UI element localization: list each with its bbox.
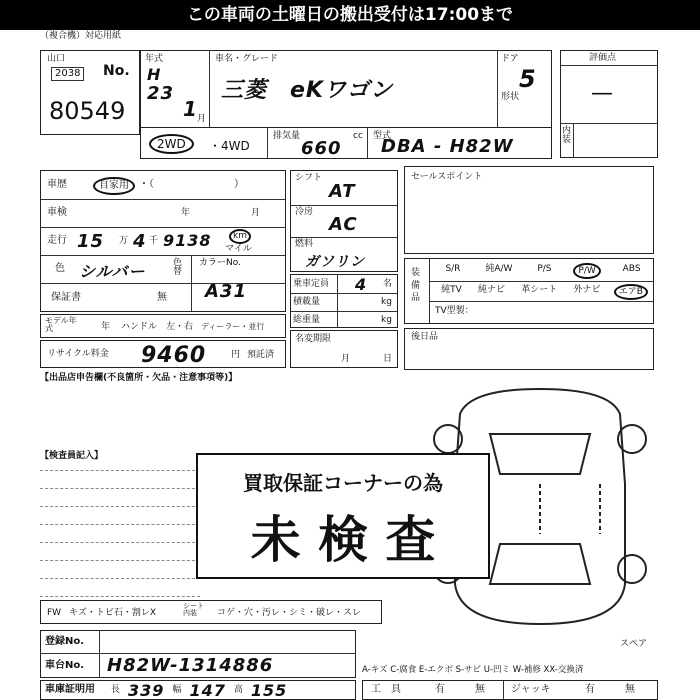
specs-box [290,170,398,272]
load-label: 積載量 [293,297,321,307]
equipment-box [404,258,654,324]
top-banner [0,0,700,30]
lot-number: 80549 [49,97,126,125]
capacity-value: 4 [355,275,368,294]
drive-row [140,127,552,159]
lot-code: 2038 [51,67,84,81]
ac-value: AC [329,214,358,235]
lot-box [40,50,140,135]
dim-value: 147 [189,680,226,700]
equipment-item: S/R [445,264,461,274]
banner-text: この車両の土曜日の搬出受付は17:00まで [186,5,514,25]
mile-unit: マイル [225,244,252,254]
shift-value: AT [329,181,356,202]
warranty-value: 無 [157,292,167,303]
color-label: 色 [55,263,65,274]
name-change-box [290,330,398,368]
vehicle-name: 三菱 eKワゴン [221,78,393,103]
mileage-label: 走行 [47,235,67,246]
recycle-deposit: 預託済 [247,350,275,360]
equipment-item: 外ナビ [573,285,601,295]
fw-label: FW [47,608,62,618]
tools-yes: 有 [435,684,445,695]
dim-value: 339 [128,680,165,700]
name-change-month: 月 [341,354,351,364]
model-row [40,314,286,338]
recycle-unit: 円 [231,350,241,360]
equipment-label: 装備品 [411,268,421,304]
dim-label: 長 [111,684,121,695]
history-box [40,170,286,312]
color-no-label: カラーNo. [199,258,241,268]
inspector-label: 【検査員記入】 [40,451,104,461]
dim-value: 155 [250,680,288,700]
back-entry-box [404,328,654,370]
chassis-value: H82W-1314886 [107,655,274,676]
model-year-label: モデル年式 [45,316,77,333]
spare-label: スペア [620,639,648,649]
doors-label: ドア [501,54,519,64]
capacity-label: 乗車定員 [293,279,330,289]
drive-2wd: 2WD [149,134,194,154]
seat-text: コゲ・穴・汚レ・シミ・破レ・スレ [217,608,362,618]
tools-label: 工 具 [371,684,401,695]
shape-label: 形状 [501,92,520,102]
gross-unit: kg [381,315,392,325]
lot-prefix: 山口 [47,54,66,64]
cc-unit: cc [353,131,363,141]
color-value: シルバー [79,262,146,281]
displacement-label: 排気量 [273,131,301,141]
inspection-year-unit: 年 [181,208,191,218]
interior-label: 内装 [562,126,572,145]
inspection-month-unit: 月 [251,208,261,218]
year-label: 年式 [145,54,164,64]
doors-value: 5 [519,65,537,93]
displacement-value: 660 [301,138,342,159]
inspection-stamp [196,453,490,579]
cert-dims [111,681,351,699]
reg-no-label: 登録No. [45,636,85,647]
history-value: 自家用 [93,177,135,195]
defects-row [40,600,382,624]
registration-box [40,630,356,678]
dim-label: 高 [233,684,243,695]
equipment-row-1 [433,263,653,279]
month-value: 1 [183,97,198,121]
gross-label: 総重量 [293,315,321,325]
era-value: H [147,65,162,84]
jack-yes: 有 [585,684,595,695]
recycle-label: リサイクル料金 [47,349,109,359]
dealer-field: ディーラー・並行 [201,322,265,331]
fuel-label: 燃料 [295,239,314,249]
tools-no: 無 [475,684,485,695]
capacity-unit: 名 [383,279,393,289]
fuel-value: ガソリン [305,254,365,270]
sales-point-box [404,166,654,254]
load-unit: kg [381,297,392,307]
equipment-item: ABS [622,264,641,274]
model-year-unit: 年 [101,322,111,332]
stamp-main-text: 未 検 査 [250,511,436,569]
equipment-item: 純TV [441,285,462,295]
name-change-day: 日 [383,354,393,364]
model-label: 型式 [373,131,392,141]
seat-label: シート内装 [183,602,204,617]
sen-unit: 千 [149,236,159,246]
handle-field: ハンドル 左・右 [121,322,194,332]
grade-label: 評価点 [589,53,617,63]
equipment-item: P/S [537,264,552,274]
month-unit: 月 [197,114,207,124]
recycle-value: 9460 [141,343,207,368]
name-label: 車名・グレード [215,54,279,64]
equipment-item: エアB [614,284,648,300]
mileage-sen: 4 [133,231,147,252]
equipment-item: 革シート [521,285,558,295]
tv-model-label: TV型製： [435,306,474,316]
equipment-item: 純ナビ [477,285,505,295]
tools-row [362,680,658,700]
cert-label: 車庫証明用 [45,684,95,695]
km-unit: km [229,229,251,244]
color-no-value: A31 [205,281,247,302]
mileage-man: 15 [77,231,105,252]
vehicle-box [140,50,552,128]
inspection-label: 車検 [47,207,67,218]
jack-label: ジャッキ [511,684,551,695]
grade-value: — [591,81,613,106]
history-rest: ・（ ） [139,179,244,190]
year-value: 23 [147,83,175,104]
mileage-extra: 9138 [163,231,212,250]
dim-label: 幅 [172,684,182,695]
equipment-item: 純A/W [485,264,513,274]
header-note: （複合機）対応用紙 [40,31,122,41]
warranty-label: 保証書 [51,292,81,303]
ac-label: 冷房 [295,207,314,217]
recycle-row [40,340,286,368]
history-label: 車歴 [47,179,67,190]
name-change-label: 名変期限 [295,334,332,344]
defect-legend: A-キズ C-腐食 E-エクボ S-サビ U-凹ミ W-補修 XX-交換済 [362,665,584,675]
color-change: 色替 [173,258,183,277]
shift-label: シフト [295,173,323,183]
fw-text: キズ・トビ石・割レX [69,608,156,618]
drive-4wd: ・4WD [209,139,250,153]
man-unit: 万 [119,236,129,246]
stamp-top-text: 買取保証コーナーの為 [243,471,443,495]
lot-no-label: No. [103,63,130,79]
capacity-box [290,274,398,328]
chassis-label: 車台No. [45,660,85,671]
back-entry-label: 後日品 [411,332,439,342]
equipment-item: P/W [573,263,600,279]
equipment-row-2 [433,284,653,300]
grade-box [560,50,658,158]
notes-label: 【出品店申告欄(不良箇所・欠品・注意事項等)】 [40,373,238,383]
sales-point-label: セールスポイント [411,172,483,182]
jack-no: 無 [625,684,635,695]
cert-row [40,680,356,700]
model-value: DBA - H82W [381,136,514,157]
